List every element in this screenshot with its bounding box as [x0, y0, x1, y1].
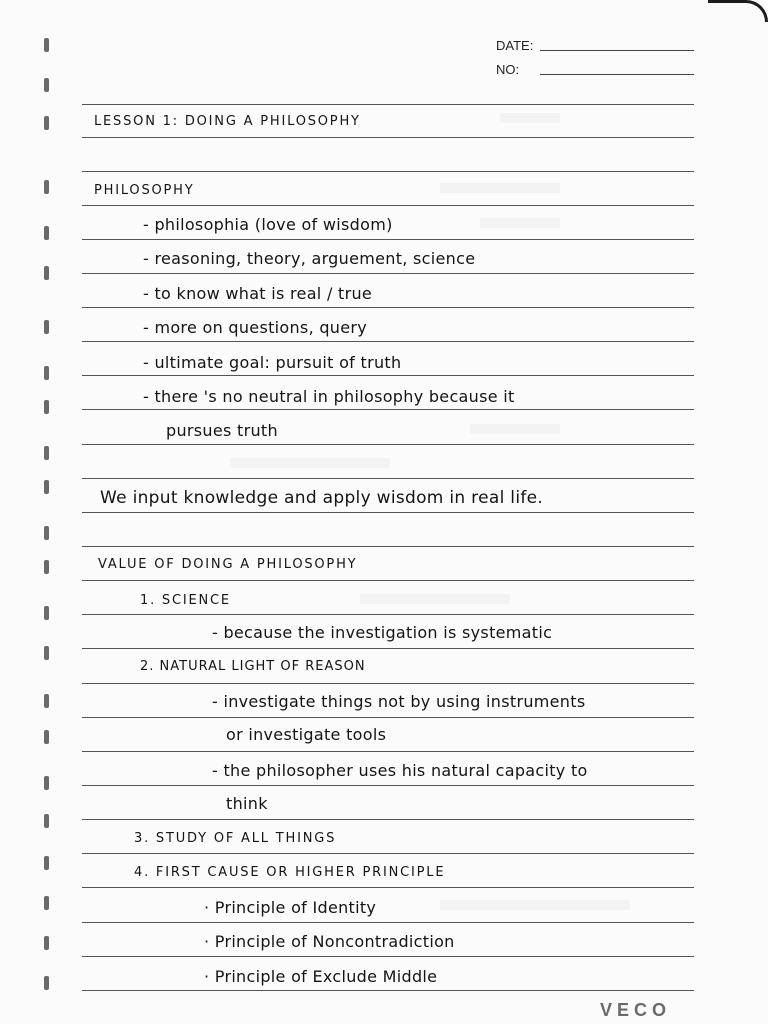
- ruled-line: [82, 341, 694, 342]
- ruled-line: [82, 375, 694, 376]
- value-item-science: 1. SCIENCE: [140, 593, 231, 608]
- ruled-line: [82, 819, 694, 820]
- bleed-through-mark: [470, 424, 560, 434]
- date-field: [540, 50, 694, 51]
- philosophy-bullet: - to know what is real / true: [143, 284, 373, 303]
- binding-hole: [44, 266, 49, 280]
- bleed-through-mark: [230, 458, 390, 468]
- bleed-through-mark: [440, 183, 560, 193]
- binding-hole: [44, 526, 49, 540]
- value-item-natural-light-note-continued: think: [226, 794, 268, 813]
- page-corner: [708, 0, 768, 22]
- bleed-through-mark: [440, 900, 630, 910]
- value-item-study: 3. STUDY OF ALL THINGS: [134, 831, 337, 846]
- ruled-line: [82, 683, 694, 684]
- binding-hole: [44, 694, 49, 708]
- value-item-science-note: - because the investigation is systematic: [212, 623, 553, 642]
- ruled-line: [82, 648, 694, 649]
- value-item-natural-light-note: - investigate things not by using instruments: [212, 692, 586, 711]
- binding-hole: [44, 936, 49, 950]
- ruled-line: [82, 478, 694, 479]
- ruled-line: [82, 307, 694, 308]
- value-item-natural-light-note-continued: or investigate tools: [226, 725, 387, 744]
- principle-item: · Principle of Exclude Middle: [204, 967, 438, 986]
- bleed-through-mark: [500, 113, 560, 123]
- philosophy-bullet: - more on questions, query: [143, 318, 368, 337]
- philosophy-heading: PHILOSOPHY: [94, 183, 195, 198]
- philosophy-summary: We input knowledge and apply wisdom in real life.: [100, 488, 544, 508]
- philosophy-bullet-continued: pursues truth: [166, 421, 278, 440]
- ruled-line: [82, 785, 694, 786]
- ruled-line: [82, 171, 694, 172]
- ruled-line: [82, 512, 694, 513]
- binding-hole: [44, 366, 49, 380]
- binding-hole: [44, 400, 49, 414]
- binding-hole: [44, 730, 49, 744]
- value-item-first-cause: 4. FIRST CAUSE OR HIGHER PRINCIPLE: [134, 865, 446, 880]
- value-item-natural-light-note: - the philosopher uses his natural capacity to: [212, 761, 588, 780]
- ruled-line: [82, 956, 694, 957]
- ruled-line: [82, 990, 694, 991]
- ruled-line: [82, 853, 694, 854]
- binding-hole: [44, 446, 49, 460]
- bleed-through-mark: [480, 218, 560, 228]
- ruled-line: [82, 409, 694, 410]
- ruled-line: [82, 717, 694, 718]
- value-item-natural-light: 2. NATURAL LIGHT OF REASON: [140, 659, 366, 674]
- value-heading: VALUE OF DOING A PHILOSOPHY: [98, 557, 358, 572]
- binding-hole: [44, 646, 49, 660]
- ruled-line: [82, 751, 694, 752]
- philosophy-bullet: - philosophia (love of wisdom): [143, 215, 393, 234]
- principle-item: · Principle of Identity: [204, 898, 377, 917]
- binding-hole: [44, 776, 49, 790]
- binding-hole: [44, 814, 49, 828]
- binding-hole: [44, 896, 49, 910]
- binding-hole: [44, 480, 49, 494]
- binding-hole: [44, 116, 49, 130]
- ruled-line: [82, 205, 694, 206]
- binding-hole: [44, 606, 49, 620]
- philosophy-bullet: - reasoning, theory, arguement, science: [143, 249, 476, 268]
- philosophy-bullet: - there 's no neutral in philosophy because it: [143, 387, 515, 406]
- lesson-title: LESSON 1: DOING A PHILOSOPHY: [94, 114, 361, 129]
- principle-item: · Principle of Noncontradiction: [204, 932, 455, 951]
- binding-hole: [44, 976, 49, 990]
- number-label: NO:: [496, 62, 520, 77]
- ruled-line: [82, 444, 694, 445]
- binding-hole: [44, 226, 49, 240]
- binding-hole: [44, 856, 49, 870]
- ruled-line: [82, 273, 694, 274]
- notebook-brand-logo: VECO: [600, 1000, 672, 1020]
- binding-hole: [44, 560, 49, 574]
- ruled-line: [82, 922, 694, 923]
- binding-hole: [44, 38, 49, 52]
- bleed-through-mark: [360, 594, 510, 604]
- ruled-line: [82, 239, 694, 240]
- ruled-line: [82, 580, 694, 581]
- number-field: [540, 74, 694, 75]
- ruled-line: [82, 614, 694, 615]
- spiral-binding: [40, 30, 56, 1010]
- philosophy-bullet: - ultimate goal: pursuit of truth: [143, 353, 402, 372]
- binding-hole: [44, 320, 49, 334]
- binding-hole: [44, 180, 49, 194]
- date-label: DATE:: [496, 38, 534, 53]
- ruled-line: [82, 887, 694, 888]
- ruled-line: [82, 137, 694, 138]
- ruled-line: [82, 104, 694, 105]
- binding-hole: [44, 78, 49, 92]
- ruled-line: [82, 546, 694, 547]
